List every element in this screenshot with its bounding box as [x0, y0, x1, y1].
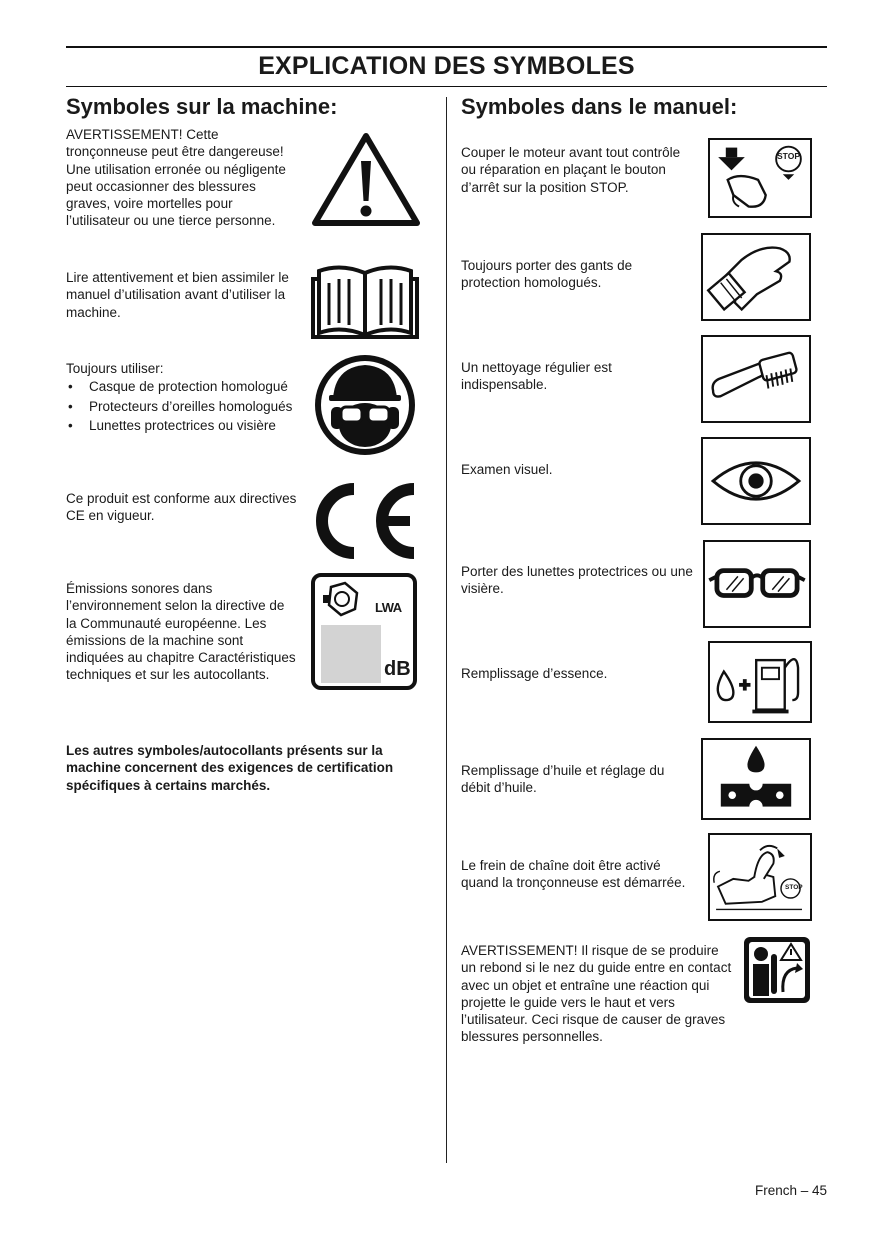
safety-glasses-icon-box	[703, 540, 811, 628]
list-item: • Casque de protection homologué	[68, 379, 288, 395]
visual-inspection-text: Examen visuel.	[461, 462, 553, 477]
lwa-label: LWA	[375, 600, 402, 615]
fuel-text: Remplissage d’essence.	[461, 666, 608, 681]
kickback-warning-icon	[743, 936, 811, 1004]
warning-triangle-icon	[311, 131, 421, 227]
title-rule	[66, 86, 827, 87]
list-item: • Protecteurs d’oreilles homologués	[68, 398, 293, 414]
ce-text: Ce produit est conforme aux directives CE en vigueur.	[66, 491, 297, 524]
left-heading: Symboles sur la machine:	[66, 94, 338, 119]
stop-engine-text: Couper le moteur avant tout contrôle ou réparation en plaçant le bouton d’arrêt sur la position STOP.	[461, 145, 681, 195]
glasses-text: Porter des lunettes protectrices ou une visière.	[461, 564, 693, 597]
brush-icon-box	[701, 335, 811, 423]
helmet-ear-eye-protection-icon	[313, 353, 417, 457]
chain-brake-stop-label: STOP	[785, 884, 803, 891]
oil-text: Remplissage d’huile et réglage du débit d’huile.	[461, 763, 665, 796]
other-symbols-text: Les autres symboles/autocollants présents sur la machine concernent des exigences de certification spécifiques à certains marchés.	[66, 743, 394, 793]
always-use-label: Toujours utiliser:	[66, 361, 164, 376]
manual-text: Lire attentivement et bien assimiler le manuel d’utilisation avant d’utiliser la machine.	[66, 270, 289, 320]
list-item: • Lunettes protectrices ou visière	[68, 417, 276, 433]
book-icon	[311, 261, 419, 341]
gloves-icon-box	[701, 233, 811, 321]
page-title: EXPLICATION DES SYMBOLES	[258, 52, 635, 80]
fuel-icon-box	[708, 641, 812, 723]
column-divider	[446, 97, 447, 1163]
chain-oil-icon-box	[701, 738, 811, 820]
stop-label: STOP	[777, 151, 800, 161]
cleaning-text: Un nettoyage régulier est indispensable.	[461, 360, 612, 393]
stop-engine-icon-box	[708, 138, 812, 218]
chain-brake-text: Le frein de chaîne doit être activé quand la tronçonneuse est démarrée.	[461, 858, 686, 891]
warning-text: AVERTISSEMENT! Cette tronçonneuse peut être dangereuse! Une utilisation erronée ou négligente peut occasionner des blessures graves, voire mortelles pour l’utilisateur ou une tierce personne.	[66, 127, 286, 229]
ppe-block	[66, 360, 306, 434]
ce-mark-icon	[304, 481, 419, 561]
eye-icon-box	[701, 437, 811, 525]
gloves-text: Toujours porter des gants de protection homologués.	[461, 258, 633, 291]
kickback-warning-text: AVERTISSEMENT! Il risque de se produire un rebond si le nez du guide entre en contact avec un objet et entraîne une réaction qui projette le guide vers le haut et vers l’utilisateur. Ceci risque de causer de graves blessures personnelles.	[461, 943, 732, 1045]
noise-text: Émissions sonores dans l’environnement selon la directive de la Communauté européenne. Les émissions de la machine sont indiquées au chapitre Caractéristiques techniques et sur les autocollants.	[66, 581, 296, 683]
chain-brake-icon-box	[708, 833, 812, 921]
page-footer: French – 45	[754, 1183, 827, 1198]
db-label: dB	[384, 658, 411, 680]
right-heading: Symboles dans le manuel:	[461, 94, 738, 119]
top-rule	[66, 46, 827, 48]
